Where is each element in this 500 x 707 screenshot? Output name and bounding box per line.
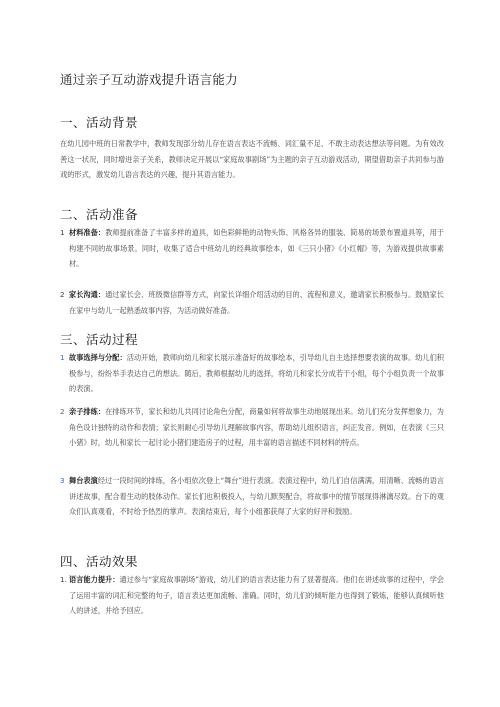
item-number: 1. <box>60 575 67 584</box>
list-item <box>60 287 444 318</box>
item-text: 经过一段时间的排练，各小组依次登上“舞台”进行表演。表演过程中，幼儿们自信满满，用清晰、流畅的语言讲述故事，配合着生动的肢体动作。家长们也积极投入，与幼儿默契配合，将故事中的情节展现得淋漓尽致。台下的观众们认真观看，不时给予热烈的掌声。表演结束后，每个小组都获得了大家的好评和鼓励。 <box>69 476 444 516</box>
item-lead: 故事选择与分配： <box>69 353 127 362</box>
list-item <box>60 572 444 619</box>
item-lead: 舞台表演 <box>69 476 98 485</box>
item-text: 教师提前准备了丰富多样的道具，如色彩鲜艳的动物头饰、风格各异的服装、简易的场景布置道具等，用于构建不同的故事场景。同时，收集了适合中班幼儿的经典故事绘本，如《三只小猪》《小红帽》等，为游戏提供故事素材。 <box>69 228 444 268</box>
list-item <box>60 404 444 451</box>
item-number: 2 <box>60 407 65 416</box>
item-lead: 亲子排练： <box>69 407 106 416</box>
page-title: 通过亲子互动游戏提升语言能力 <box>60 72 238 87</box>
item-lead: 语言能力提升： <box>69 575 120 584</box>
section-heading-results: 四、活动效果 <box>60 554 139 569</box>
item-number: 1 <box>60 353 65 362</box>
item-number: 2 <box>60 290 65 299</box>
item-text: 活动开始，教师向幼儿和家长展示准备好的故事绘本，引导幼儿自主选择想要表演的故事。幼儿们积极参与，纷纷举手表达自己的想法。随后，教师根据幼儿的选择，将幼儿和家长分成若干小组，每个小组负责一个故事的表演。 <box>69 353 444 393</box>
list-item <box>60 350 444 397</box>
item-number: 3 <box>60 476 65 485</box>
section-heading-process: 三、活动过程 <box>60 332 139 347</box>
item-text: 通过家长会、班级微信群等方式，向家长详细介绍活动的目的、流程和意义，邀请家长积极参与。鼓励家长在家中与幼儿一起熟悉故事内容，为活动做好准备。 <box>69 290 444 315</box>
item-text: 在排练环节，家长和幼儿共同讨论角色分配，商量如何将故事生动地展现出来。幼儿们充分发挥想象力，为角色设计独特的动作和表情；家长则耐心引导幼儿理解故事内容，帮助幼儿组织语言，纠正发音。例如，在表演《三只小猪》时，幼儿和家长一起讨论小猪们建造房子的过程，用丰富的语言描述不同材料的特点。 <box>69 407 444 447</box>
item-number: 1 <box>60 228 65 237</box>
section-heading-preparation: 二、活动准备 <box>60 207 139 222</box>
item-lead: 材料准备： <box>69 228 106 237</box>
item-text: 通过参与“家庭故事剧场”游戏，幼儿们的语言表达能力有了显著提高。他们在讲述故事的过程中，学会了运用丰富的词汇和完整的句子，语言表达更加流畅、准确。同时，幼儿们的倾听能力也得到了锻炼，能够认真倾听他人的讲述，并给予回应。 <box>69 575 444 615</box>
section-heading-background: 一、活动背景 <box>60 115 139 130</box>
item-lead: 家长沟通： <box>69 290 106 299</box>
section-paragraph-background: 在幼儿园中班的日常教学中，教师发现部分幼儿存在语言表达不流畅、词汇量不足、不敢主动表达想法等问题。为有效改善这一状况，同时增进亲子关系，教师决定开展以“家庭故事剧场”为主题的亲子互动游戏活动，期望借助亲子共同参与游戏的形式，激发幼儿语言表达的兴趣，提升其语言能力。 <box>60 139 444 179</box>
list-item <box>60 225 444 272</box>
list-item <box>60 473 444 520</box>
